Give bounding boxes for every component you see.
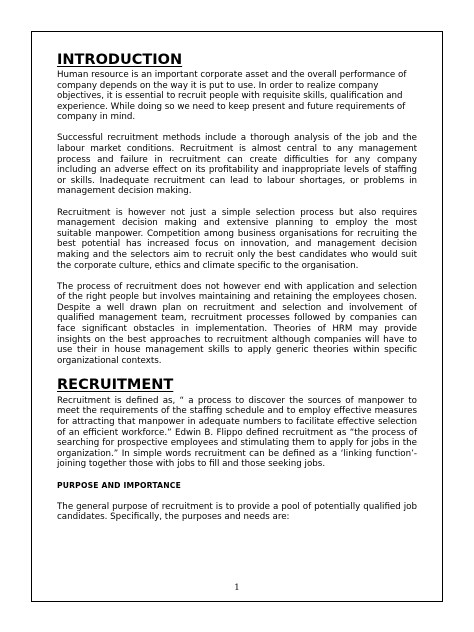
page-number: 1 [234, 583, 240, 593]
recruitment-paragraph: Recruitment is defined as, “ a process to discover the sources of manpower to meet the requirements of the staffing schedule and to employ effective measures for attracting that manpower in adequate numbers to facilitate effective selection of an efficient workforce.” Edwin B. Flippo defined recruitment as “the process of searching for prospective employees and stimulating them to apply for jobs in the organization.” In simple words recruitment can be defined as a ‘linking function’-joining together those with jobs to fill and those seeking jobs. [57, 395, 417, 470]
purpose-subheading: PURPOSE AND IMPORTANCE [57, 480, 181, 490]
recruitment-heading: RECRUITMENT [57, 376, 174, 393]
purpose-paragraph: The general purpose of recruitment is to provide a pool of potentially qualified job candidates. Specifically, the purposes and needs are: [57, 501, 417, 523]
intro-paragraph-1: Human resource is an important corporate asset and the overall performance of company depends on the way it is put to use. In order to realize company objectives, it is essential to recruit people with requisite skills, qualification and experience. While doing so we need to keep present and future requirements of company in mind. [57, 70, 407, 123]
introduction-heading: INTRODUCTION [57, 52, 183, 68]
intro-paragraph-3: Recruitment is however not just a simple selection process but also requires management decision making and extensive planning to employ the most suitable manpower. Competition among business organisations for recruiting the best potential has increased focus on innovation, and management decision making and the selectors aim to recruit only the best candidates who would suit the corporate culture, ethics and climate specific to the organisation. [57, 207, 417, 271]
intro-paragraph-4: The process of recruitment does not however end with application and selection of the right people but involves maintaining and retaining the employees chosen. Despite a well drawn plan on recruitment and selection and involvement of qualified management team, recruitment processes followed by companies can face significant obstacles in implementation. Theories of HRM may provide insights on the best approaches to recruitment although companies will have to use their in house management skills to apply generic theories within specific organizational contexts. [57, 281, 417, 366]
page-content [57, 52, 417, 533]
intro-paragraph-2: Successful recruitment methods include a thorough analysis of the job and the labour market conditions. Recruitment is almost central to any management process and failure in recruitment can create difficulties for any company including an adverse effect on its profitability and inappropriate levels of staffing or skills. Inadequate recruitment can lead to labour shortages, or problems in management decision making. [57, 133, 417, 197]
